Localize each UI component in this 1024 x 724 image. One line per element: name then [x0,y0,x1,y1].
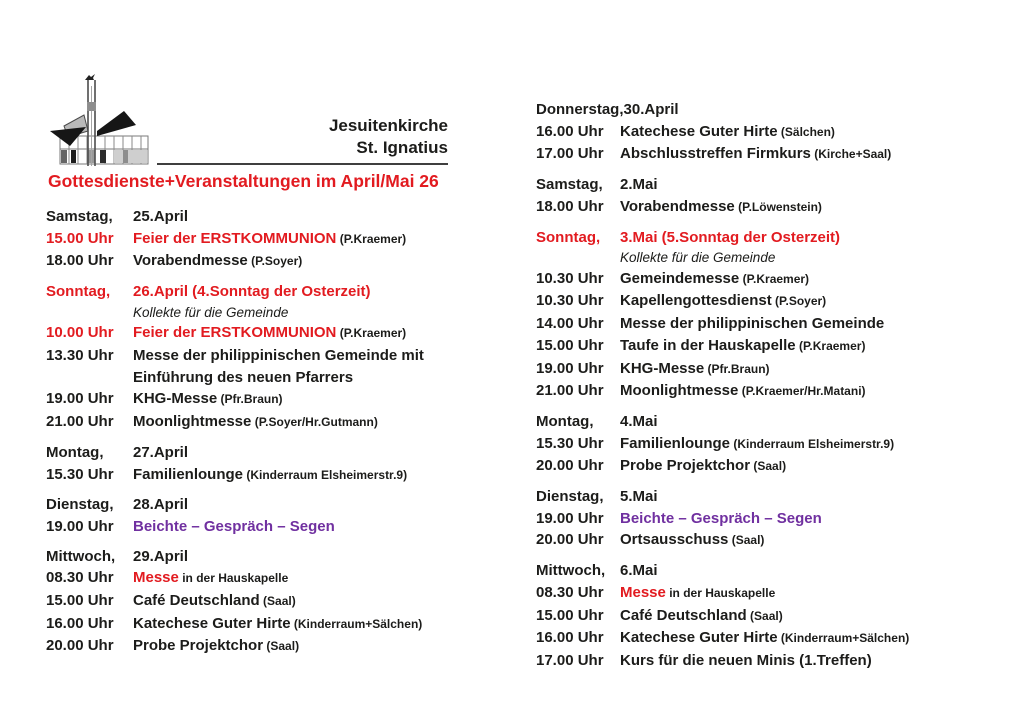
event-row [46,590,424,613]
event-text [133,250,302,273]
event-text [133,635,299,658]
schedule-column-right [536,99,909,672]
note-indent [536,248,620,268]
event-text [133,345,424,367]
event-row [536,508,909,530]
event-title: Familienlounge [133,465,244,483]
event-title: Kurs für die neuen Minis (1.Treffen) [620,651,872,669]
date-label: 30.April [623,101,679,118]
event-time [46,367,133,389]
event-detail: in der Hauskapelle [665,585,776,600]
event-time: 13.30 Uhr [46,347,114,365]
event-row [536,529,909,552]
event-title: Kapellengottesdienst [620,292,772,310]
event-text [620,455,786,478]
day-header-row [46,546,424,568]
event-text [620,268,809,291]
event-detail: (Kinderraum+Sälchen) [290,616,423,631]
event-title: Probe Projektchor [620,457,751,475]
event-time: 20.00 Uhr [536,457,604,475]
event-row [536,335,909,358]
event-text [620,121,835,144]
event-time: 21.00 Uhr [536,382,604,400]
event-title: Messe der philippinischen Gemeinde [620,315,885,333]
event-row [536,121,909,144]
event-title: Gemeindemesse [620,269,740,287]
event-text [620,433,894,456]
event-title: Katechese Guter Hirte [620,629,778,647]
event-row [536,455,909,478]
day-header-row [536,411,909,433]
event-time: 08.30 Uhr [536,583,604,601]
day-label: Montag, [536,412,594,430]
event-title: Feier der ERSTKOMMUNION [133,324,337,342]
note-indent [46,303,133,323]
event-detail: (Kinderraum+Sälchen) [777,631,910,646]
day-group [46,546,424,659]
day-label: Dienstag, [536,488,604,506]
event-row [46,613,424,636]
collection-note: Kollekte für die Gemeinde [620,250,776,266]
event-time: 17.00 Uhr [536,145,604,163]
event-time: 15.00 Uhr [46,229,114,247]
day-header-row [536,227,909,249]
logo-bird-icon [85,74,95,80]
day-label: Samstag, [46,208,113,225]
event-detail: (Kinderraum Elsheimerstr.9) [243,467,408,482]
event-time: 17.00 Uhr [536,651,604,669]
day-label: Mittwoch, [46,547,116,565]
day-group [536,227,909,403]
day-header-row [536,560,909,582]
day-group [46,494,424,537]
event-text [133,322,406,345]
brand-line2: St. Ignatius [356,137,448,157]
event-text [133,516,335,538]
event-title: Taufe in der Hauskapelle [620,336,796,354]
event-row [536,313,909,335]
event-row [46,367,424,389]
day-label: Samstag, [536,176,603,194]
event-detail: (Sälchen) [777,124,835,139]
collection-note-row [536,248,909,268]
day-label: Sonntag, [536,228,601,246]
event-text [133,567,288,590]
event-row [536,290,909,313]
day-label: Montag, [46,443,104,461]
event-title: Feier der ERSTKOMMUNION [133,229,337,247]
event-row [46,411,424,434]
event-time: 19.00 Uhr [46,390,114,408]
event-row [46,228,424,251]
event-text [620,529,764,552]
date-label: 6.Mai [620,562,658,580]
day-label: Dienstag, [46,496,114,514]
event-detail: (P.Soyer/Hr.Gutmann) [251,415,378,430]
event-text [133,228,406,251]
logo-tower-band [88,102,96,111]
event-title: Café Deutschland [620,606,747,624]
event-time: 21.00 Uhr [46,413,114,431]
event-time: 19.00 Uhr [46,517,114,535]
event-text [620,358,770,381]
event-detail: (Pfr.Braun) [704,361,770,376]
event-row [46,388,424,411]
brand [329,115,448,158]
event-text [133,388,283,411]
event-text [620,508,822,530]
church-logo [48,74,163,170]
day-group [536,411,909,478]
date-label: 28.April [133,496,189,514]
event-detail: (Kirche+Saal) [810,147,892,162]
event-detail: in der Hauskapelle [178,571,289,586]
page-title: Gottesdienste+Veranstaltungen im April/Mai 26 [48,171,439,191]
day-group [536,560,909,672]
event-title: Beichte – Gespräch – Segen [620,509,822,527]
event-detail: (Kinderraum Elsheimerstr.9) [730,436,895,451]
event-time: 08.30 Uhr [46,569,114,587]
event-row [536,605,909,628]
event-text [620,582,775,605]
day-group [536,99,909,166]
event-text [620,290,826,313]
day-label: Sonntag, [46,283,111,301]
event-time: 16.00 Uhr [46,614,114,632]
day-group [536,486,909,552]
event-row [46,464,424,487]
event-time: 15.00 Uhr [536,606,604,624]
logo-roof-right [97,111,136,136]
event-row [46,322,424,345]
date-label: 3.Mai (5.Sonntag der Osterzeit) [620,228,841,246]
date-label: 25.April [133,208,189,225]
event-time: 10.30 Uhr [536,292,604,310]
event-time: 10.30 Uhr [536,269,604,287]
event-title: Café Deutschland [133,592,260,610]
event-time: 20.00 Uhr [536,531,604,549]
event-time: 16.00 Uhr [536,122,604,140]
day-header-row [46,442,424,464]
event-detail: (P.Kraemer/Hr.Matani) [738,384,866,399]
day-header-row [536,99,909,121]
event-text [620,605,783,628]
event-text [133,613,422,636]
event-title: Moonlightmesse [620,382,739,400]
event-time: 19.00 Uhr [536,359,604,377]
day-header-row [46,206,424,228]
event-row [536,143,909,166]
event-row [536,433,909,456]
event-detail: (P.Kraemer) [336,231,407,246]
event-title: Beichte – Gespräch – Segen [133,517,335,535]
event-detail: (P.Kraemer) [795,338,866,353]
event-time: 14.00 Uhr [536,315,604,333]
event-row [536,196,909,219]
event-time: 18.00 Uhr [536,197,604,215]
event-title: Vorabendmesse [620,197,735,215]
header-divider [157,163,448,165]
day-header-row [46,494,424,516]
event-detail: (Saal) [750,459,787,474]
event-time: 10.00 Uhr [46,324,114,342]
event-title: KHG-Messe [620,359,705,377]
event-time: 18.00 Uhr [46,252,114,270]
day-group [46,206,424,273]
event-row [46,345,424,367]
event-title: Moonlightmesse [133,413,252,431]
event-title: Familienlounge [620,434,731,452]
day-group [536,174,909,218]
event-detail: (P.Soyer) [247,254,303,269]
event-detail: (Saal) [728,533,765,548]
event-title: Probe Projektchor [133,637,264,655]
event-text [620,313,884,335]
event-title: Ortsausschuss [620,531,729,549]
event-text [620,627,909,650]
collection-note: Kollekte für die Gemeinde [133,304,289,320]
event-title: Messe [620,583,666,601]
event-title: KHG-Messe [133,390,218,408]
day-header-row [46,281,424,303]
event-row [536,380,909,403]
event-detail: (Saal) [746,608,783,623]
event-text [133,464,407,487]
date-label: 29.April [133,547,189,565]
day-group [46,281,424,434]
event-time: 15.00 Uhr [46,592,114,610]
event-row [46,250,424,273]
event-title: Katechese Guter Hirte [133,614,291,632]
event-text [620,143,891,166]
brand-line1: Jesuitenkirche [328,116,448,135]
event-text [620,196,822,219]
schedule-column-left [46,206,424,658]
date-label: 27.April [133,443,189,461]
event-row [46,516,424,538]
event-title: Einführung des neuen Pfarrers [133,368,354,386]
event-title: Messe der philippinischen Gemeinde mit [133,347,424,365]
day-header-row [536,486,909,508]
event-text [133,411,378,434]
event-text [133,367,353,389]
date-label: 5.Mai [620,488,658,506]
event-time: 16.00 Uhr [536,629,604,647]
day-label: Mittwoch, [536,562,606,580]
date-label: 2.Mai [620,176,658,194]
event-row [46,567,424,590]
event-row [536,627,909,650]
event-title: Vorabendmesse [133,252,248,270]
day-group [46,442,424,486]
date-label: 26.April (4.Sonntag der Osterzeit) [133,283,371,301]
event-row [536,358,909,381]
event-title: Messe [133,569,179,587]
day-header-row [536,174,909,196]
event-row [536,582,909,605]
event-time: 15.30 Uhr [536,434,604,452]
event-time: 15.00 Uhr [536,336,604,354]
event-detail: (P.Kraemer) [336,326,407,341]
event-text [620,335,865,358]
event-row [536,650,909,672]
event-detail: (Saal) [259,594,296,609]
event-time: 19.00 Uhr [536,509,604,527]
event-row [536,268,909,291]
event-text [620,650,872,672]
event-detail: (Saal) [263,639,300,654]
event-detail: (Pfr.Braun) [217,392,283,407]
collection-note-row [46,303,424,323]
day-label: Donnerstag, [536,101,624,118]
event-detail: (P.Soyer) [771,294,827,309]
event-detail: (P.Kraemer) [739,271,810,286]
event-text [133,590,296,613]
event-row [46,635,424,658]
event-title: Katechese Guter Hirte [620,122,778,140]
event-time: 15.30 Uhr [46,465,114,483]
event-title: Abschlusstreffen Firmkurs [620,145,811,163]
event-text [620,380,866,403]
event-time: 20.00 Uhr [46,637,114,655]
date-label: 4.Mai [620,412,658,430]
event-detail: (P.Löwenstein) [734,199,822,214]
